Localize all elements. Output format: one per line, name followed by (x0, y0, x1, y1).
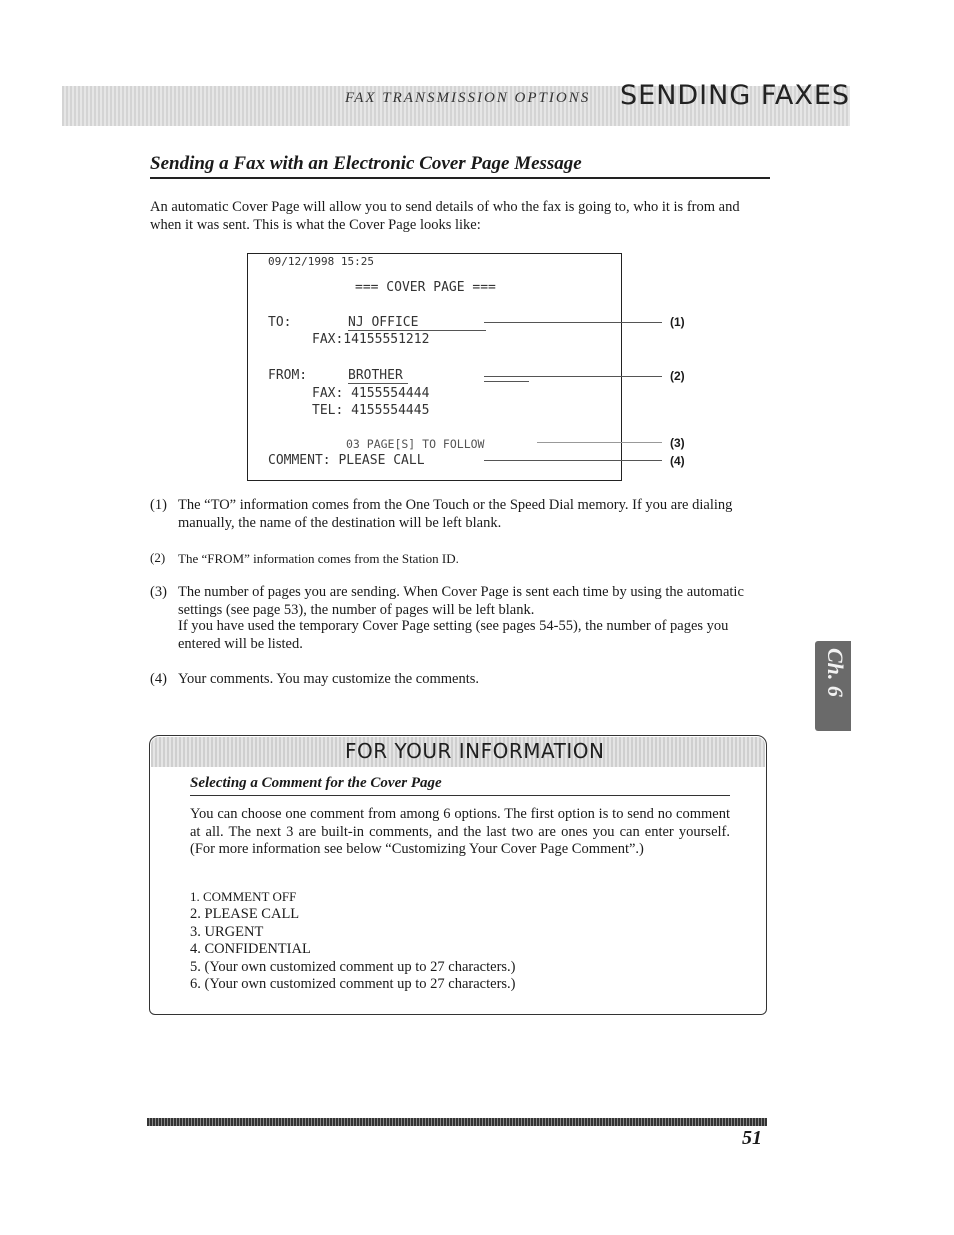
note-2-text: The “FROM” information comes from the Station ID. (178, 551, 459, 566)
intro-paragraph: An automatic Cover Page will allow you to send details of who the fax is going to, who it is from and when it was sent. This is what the Cover Page looks like: (150, 199, 740, 233)
leader-3 (537, 442, 662, 443)
option-4: 4. CONFIDENTIAL (190, 941, 311, 957)
note-3-text: The number of pages you are sending. When Cover Page is sent each time by using the automatic settings (see page 53), the number of pages will be left blank. (178, 584, 744, 618)
option-2: 2. PLEASE CALL (190, 906, 300, 922)
cover-pages: 03 PAGE[S] TO FOLLOW (346, 437, 485, 451)
header-subtitle: FAX TRANSMISSION OPTIONS (345, 90, 591, 106)
leader-4 (484, 460, 662, 461)
cover-comment: COMMENT: PLEASE CALL (268, 453, 425, 468)
note-4-text: Your comments. You may customize the comments. (178, 671, 479, 687)
fyi-rule (190, 795, 730, 796)
page-number: 51 (742, 1127, 762, 1149)
cover-to-fax: FAX:14155551212 (312, 332, 430, 347)
cover-to-label: TO: (268, 315, 292, 330)
note-2-number: (2) (150, 550, 166, 565)
note-3-number: (3) (150, 584, 167, 600)
fyi-subtitle: Selecting a Comment for the Cover Page (190, 775, 442, 791)
header-title: SENDING FAXES (620, 80, 851, 111)
fyi-body: You can choose one comment from among 6 options. The first option is to send no comment at all. The next 3 are built-in comments, and the last two are ones you can enter yourself. (For more information see below “Customizing Your Cover Page Comment”.) (190, 806, 730, 857)
chapter-tab-label: Ch. 6 (823, 648, 848, 697)
callout-3: (3) (670, 436, 685, 450)
option-1: 1. COMMENT OFF (190, 889, 297, 904)
note-1-text: The “TO” information comes from the One Touch or the Speed Dial memory. If you are dialing manually, the name of the destination will be left blank. (178, 497, 733, 531)
note-3-text-2: If you have used the temporary Cover Page setting (see pages 54-55), the number of pages you entered will be listed. (178, 618, 729, 652)
option-6: 6. (Your own customized comment up to 27 characters.) (190, 976, 516, 992)
cover-datetime: 09/12/1998 15:25 (268, 255, 374, 268)
cover-to-value: NJ OFFICE (348, 315, 419, 330)
section-rule (150, 177, 770, 179)
leader-1 (484, 322, 662, 323)
leader-2 (484, 376, 662, 377)
footer-bar (147, 1118, 767, 1126)
section-title: Sending a Fax with an Electronic Cover Page Message (150, 153, 582, 174)
leader-2b (484, 381, 529, 382)
cover-from-value: BROTHER (348, 368, 403, 383)
cover-from-tel: TEL: 4155554445 (312, 403, 430, 418)
note-4-number: (4) (150, 671, 167, 687)
cover-from-label: FROM: (268, 368, 308, 383)
fyi-heading: FOR YOUR INFORMATION (345, 739, 605, 763)
from-underline (348, 383, 408, 384)
cover-from-fax: FAX: 4155554444 (312, 386, 430, 401)
option-5: 5. (Your own customized comment up to 27 characters.) (190, 959, 516, 975)
callout-2: (2) (670, 369, 685, 383)
callout-4: (4) (670, 454, 685, 468)
callout-1: (1) (670, 315, 685, 329)
option-3: 3. URGENT (190, 924, 264, 940)
cover-heading: === COVER PAGE === (355, 280, 496, 295)
to-underline (348, 330, 486, 331)
note-1-number: (1) (150, 497, 167, 513)
